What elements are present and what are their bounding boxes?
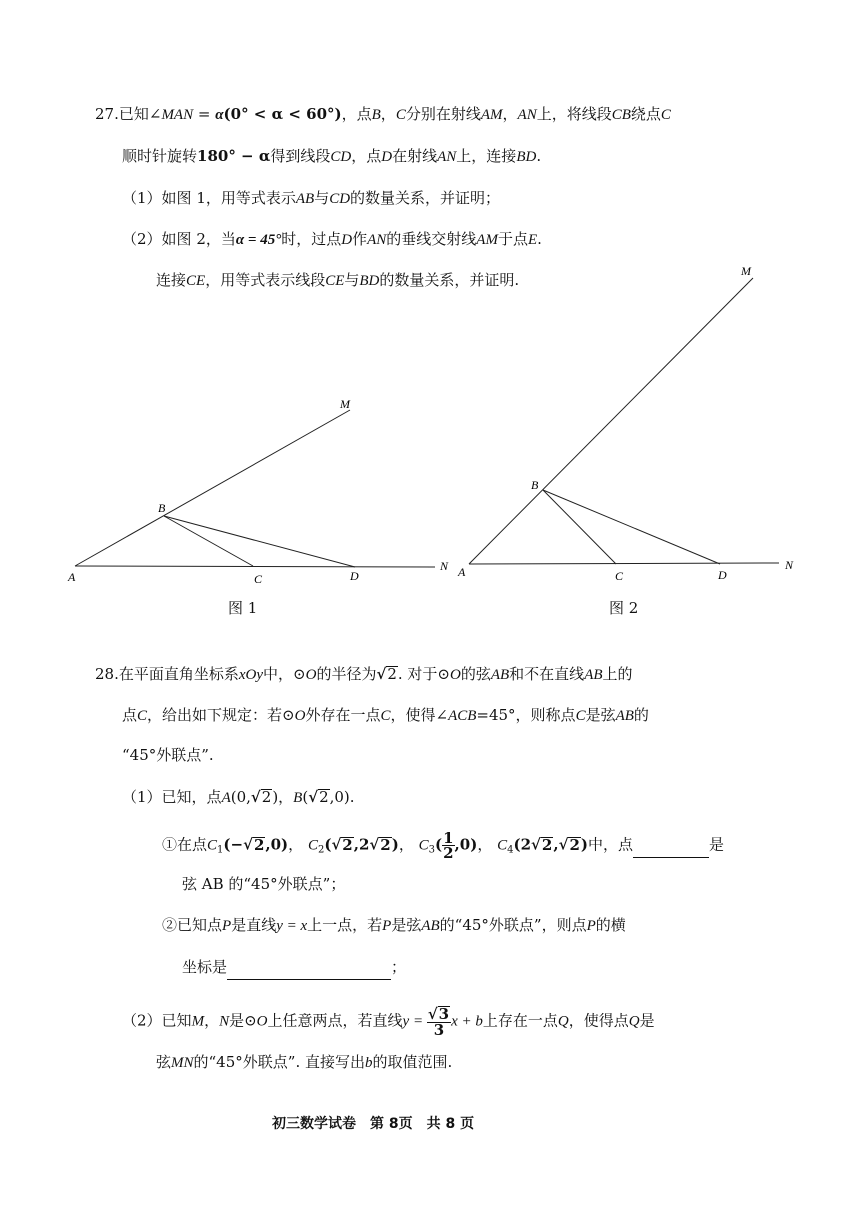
q27-part2: （2）如图 2，当α = 45°时，过点D作AN的垂线交射线AM于点E. xyxy=(122,230,542,248)
fig1-ray-AM xyxy=(75,410,350,566)
fig1-ray-AN xyxy=(75,566,435,567)
q28-part1: （1）已知，点A(0,√2)，B(√2,0). xyxy=(122,788,355,806)
fig1-segment-BD xyxy=(164,516,355,567)
fig2-label-C: C xyxy=(615,569,624,583)
answer-blank-2[interactable] xyxy=(227,959,391,980)
q28-part2-line2: 弦MN的“45°外联点”. 直接写出b的取值范围. xyxy=(156,1053,453,1071)
fig1-label-D: D xyxy=(350,569,359,583)
q27-part2-line2: 连接CE，用等式表示线段CE与BD的数量关系，并证明. xyxy=(156,271,520,289)
fig1-label-M: M xyxy=(340,397,350,411)
q27-line2: 顺时针旋转180° − α得到线段CD，点D在射线AN上，连接BD. xyxy=(122,147,542,165)
fig2-label-B: B xyxy=(531,478,539,492)
q27-number: 27. xyxy=(95,105,119,123)
q28-line3: “45°外联点”. xyxy=(122,746,214,764)
q28-part2: （2）已知M，N是⊙O上任意两点，若直线y = $\frac{√3}{3}$ x + b上存在一点Q，使得点Q是 xyxy=(122,1005,655,1039)
fig2-segment-BD xyxy=(543,490,720,564)
fig2-label-M: M xyxy=(741,264,751,278)
q27-line1: 27.已知∠MAN = α(0° < α < 60°)，点B，C分别在射线AM，AN上，将线段CB绕点C xyxy=(95,105,671,123)
q28-sub1-line2: 弦 AB 的“45°外联点”； xyxy=(182,875,346,893)
fig1-label-A: A xyxy=(68,570,76,584)
q28-number: 28. xyxy=(95,665,119,683)
answer-blank-1[interactable] xyxy=(633,837,709,858)
fig1-segment-BC xyxy=(164,516,253,566)
fraction-one-half: $\frac{1}{2}$ xyxy=(443,829,454,862)
q28-line2: 点C，给出如下规定：若⊙O外存在一点C，使得∠ACB=45°，则称点C是弦AB的 xyxy=(122,706,649,724)
figure-1 xyxy=(60,390,450,590)
fig2-ray-AN xyxy=(469,563,779,564)
q28-sub2-line2: 坐标是 ； xyxy=(182,957,406,980)
fig1-label-C: C xyxy=(254,572,263,586)
fig1-label-B: B xyxy=(158,501,166,515)
fig2-segment-BC xyxy=(543,490,616,564)
q28-sub1: ①在点$C_1(-√2,0)$， $C_2(√2,2√2)$， $C_3$( $\frac{1}{2}$ ,0)， $C_4(2√2,√2)$中，点 是 xyxy=(162,829,725,862)
figure-2 xyxy=(455,260,805,585)
q28-line1: 28.在平面直角坐标系xOy中，⊙O的半径为√2. 对于⊙O的弦AB和不在直线AB上的 xyxy=(95,665,633,683)
fig1-caption: 图 1 xyxy=(228,599,258,617)
fig2-caption: 图 2 xyxy=(609,599,639,617)
q28-sub2: ②已知点P是直线y = x上一点，若P是弦AB的“45°外联点”，则点P的横 xyxy=(162,916,626,934)
q27-part1: （1）如图 1，用等式表示AB与CD的数量关系，并证明； xyxy=(122,189,501,207)
fig2-ray-AM xyxy=(469,278,753,564)
fig2-label-N: N xyxy=(785,558,794,572)
fig2-label-A: A xyxy=(458,565,466,579)
fig2-label-D: D xyxy=(718,568,727,582)
fig1-label-N: N xyxy=(440,559,449,573)
fraction-sqrt3-over-3: $\frac{√3}{3}$ xyxy=(427,1005,450,1039)
page-footer: 初三数学试卷 第 8页 共 8 页 xyxy=(272,1116,475,1132)
